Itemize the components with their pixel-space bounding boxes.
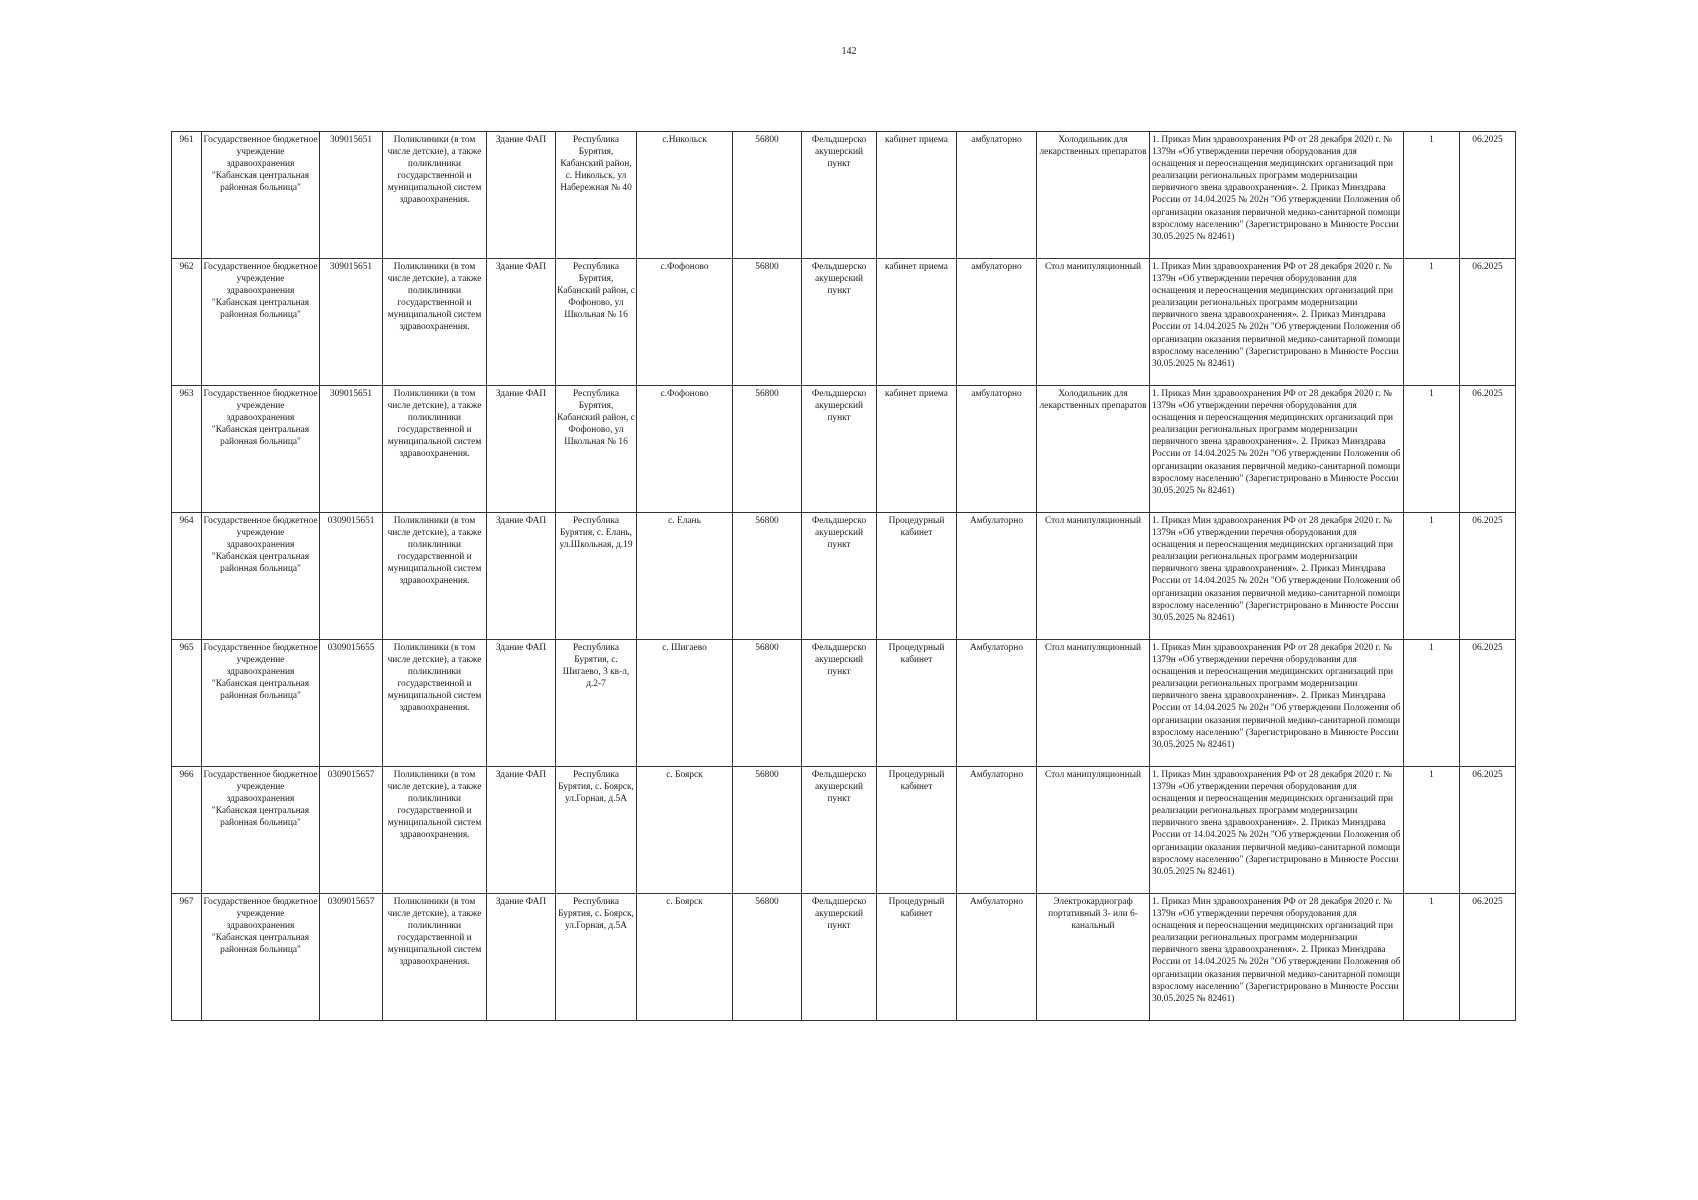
cell-organization: Государственное бюджетное учреждение здравоохранения "Кабанская центральная районная больница": [202, 894, 320, 1021]
cell-inn: 309015651: [320, 132, 383, 259]
cell-facility-type: Поликлиники (в том числе детские), а также поликлиники государственной и муниципальной систем здравоохранения.: [383, 386, 487, 513]
cell-address: Республика Бурятия, с. Боярск, ул.Горная, д.5А: [556, 767, 637, 894]
cell-building: Здание ФАП: [487, 132, 556, 259]
cell-settlement: с. Елань: [637, 513, 733, 640]
cell-number: 967: [172, 894, 202, 1021]
cell-settlement: с.Никольск: [637, 132, 733, 259]
cell-equipment: Холодильник для лекарственных препаратов: [1037, 386, 1150, 513]
cell-number: 961: [172, 132, 202, 259]
cell-basis: 1. Приказ Мин здравоохранения РФ от 28 декабря 2020 г. № 1379н «Об утверждении перечня оборудования для оснащения и переоснащения медицинских организаций при реализации региональных программ модернизации первичного звена здравоохранения». 2. Приказ Минздрава России от 14.04.2025 № 202н "Об утверждении Положения об организации оказания первичной медико-санитарной помощи взрослому населению" (Зарегистрировано в Минюсте России 30.05.2025 № 82461): [1150, 767, 1404, 894]
cell-building: Здание ФАП: [487, 640, 556, 767]
cell-building: Здание ФАП: [487, 513, 556, 640]
cell-building: Здание ФАП: [487, 894, 556, 1021]
cell-settlement: с.Фофоново: [637, 259, 733, 386]
cell-inn: 0309015651: [320, 513, 383, 640]
cell-inn: 309015651: [320, 259, 383, 386]
cell-unit: Фельдшерско акушерский пункт: [802, 386, 877, 513]
cell-room: Процедурный кабинет: [877, 767, 957, 894]
cell-quantity: 1: [1404, 132, 1460, 259]
cell-number: 965: [172, 640, 202, 767]
cell-care-form: Амбулаторно: [957, 640, 1037, 767]
cell-number: 962: [172, 259, 202, 386]
cell-number: 964: [172, 513, 202, 640]
cell-settlement: с. Боярск: [637, 894, 733, 1021]
cell-date: 06.2025: [1460, 894, 1516, 1021]
cell-inn: 0309015657: [320, 894, 383, 1021]
table-row: [172, 640, 1516, 767]
cell-address: Республика Бурятия, Кабанский район, с. Никольск, ул Набережная № 40: [556, 132, 637, 259]
cell-organization: Государственное бюджетное учреждение здравоохранения "Кабанская центральная районная больница": [202, 132, 320, 259]
cell-quantity: 1: [1404, 640, 1460, 767]
cell-organization: Государственное бюджетное учреждение здравоохранения "Кабанская центральная районная больница": [202, 640, 320, 767]
cell-facility-type: Поликлиники (в том числе детские), а также поликлиники государственной и муниципальной систем здравоохранения.: [383, 767, 487, 894]
cell-address: Республика Бурятия, Кабанский район, с Фофоново, ул Школьная № 16: [556, 386, 637, 513]
cell-organization: Государственное бюджетное учреждение здравоохранения "Кабанская центральная районная больница": [202, 386, 320, 513]
cell-room: Процедурный кабинет: [877, 640, 957, 767]
cell-basis: 1. Приказ Мин здравоохранения РФ от 28 декабря 2020 г. № 1379н «Об утверждении перечня оборудования для оснащения и переоснащения медицинских организаций при реализации региональных программ модернизации первичного звена здравоохранения». 2. Приказ Минздрава России от 14.04.2025 № 202н "Об утверждении Положения об организации оказания первичной медико-санитарной помощи взрослому населению" (Зарегистрировано в Минюсте России 30.05.2025 № 82461): [1150, 386, 1404, 513]
cell-care-form: Амбулаторно: [957, 513, 1037, 640]
cell-room: Процедурный кабинет: [877, 513, 957, 640]
table-row: [172, 259, 1516, 386]
cell-settlement: с. Боярск: [637, 767, 733, 894]
cell-basis: 1. Приказ Мин здравоохранения РФ от 28 декабря 2020 г. № 1379н «Об утверждении перечня оборудования для оснащения и переоснащения медицинских организаций при реализации региональных программ модернизации первичного звена здравоохранения». 2. Приказ Минздрава России от 14.04.2025 № 202н "Об утверждении Положения об организации оказания первичной медико-санитарной помощи взрослому населению" (Зарегистрировано в Минюсте России 30.05.2025 № 82461): [1150, 513, 1404, 640]
cell-date: 06.2025: [1460, 640, 1516, 767]
cell-facility-type: Поликлиники (в том числе детские), а также поликлиники государственной и муниципальной систем здравоохранения.: [383, 132, 487, 259]
cell-code: 56800: [733, 513, 802, 640]
cell-quantity: 1: [1404, 767, 1460, 894]
cell-quantity: 1: [1404, 513, 1460, 640]
cell-building: Здание ФАП: [487, 259, 556, 386]
cell-building: Здание ФАП: [487, 767, 556, 894]
cell-unit: Фельдшерско акушерский пункт: [802, 894, 877, 1021]
cell-equipment: Электрокардиограф портативный 3- или 6- канальный: [1037, 894, 1150, 1021]
cell-facility-type: Поликлиники (в том числе детские), а также поликлиники государственной и муниципальной систем здравоохранения.: [383, 513, 487, 640]
cell-room: Процедурный кабинет: [877, 894, 957, 1021]
cell-settlement: с.Фофоново: [637, 386, 733, 513]
cell-code: 56800: [733, 767, 802, 894]
table-row: [172, 767, 1516, 894]
cell-address: Республика Бурятия, с. Елань, ул.Школьная, д.19: [556, 513, 637, 640]
cell-inn: 0309015657: [320, 767, 383, 894]
cell-code: 56800: [733, 640, 802, 767]
cell-room: кабинет приема: [877, 132, 957, 259]
cell-code: 56800: [733, 132, 802, 259]
table-row: [172, 513, 1516, 640]
cell-care-form: амбулаторно: [957, 132, 1037, 259]
cell-quantity: 1: [1404, 894, 1460, 1021]
cell-inn: 0309015655: [320, 640, 383, 767]
cell-organization: Государственное бюджетное учреждение здравоохранения "Кабанская центральная районная больница": [202, 259, 320, 386]
cell-unit: Фельдшерско акушерский пункт: [802, 767, 877, 894]
cell-room: кабинет приема: [877, 386, 957, 513]
table-row: [172, 894, 1516, 1021]
cell-quantity: 1: [1404, 386, 1460, 513]
cell-equipment: Стол манипуляционный: [1037, 259, 1150, 386]
cell-settlement: с. Шигаево: [637, 640, 733, 767]
cell-facility-type: Поликлиники (в том числе детские), а также поликлиники государственной и муниципальной систем здравоохранения.: [383, 640, 487, 767]
cell-organization: Государственное бюджетное учреждение здравоохранения "Кабанская центральная районная больница": [202, 513, 320, 640]
cell-date: 06.2025: [1460, 386, 1516, 513]
cell-unit: Фельдшерско акушерский пункт: [802, 513, 877, 640]
cell-number: 966: [172, 767, 202, 894]
cell-basis: 1. Приказ Мин здравоохранения РФ от 28 декабря 2020 г. № 1379н «Об утверждении перечня оборудования для оснащения и переоснащения медицинских организаций при реализации региональных программ модернизации первичного звена здравоохранения». 2. Приказ Минздрава России от 14.04.2025 № 202н "Об утверждении Положения об организации оказания первичной медико-санитарной помощи взрослому населению" (Зарегистрировано в Минюсте России 30.05.2025 № 82461): [1150, 640, 1404, 767]
cell-code: 56800: [733, 386, 802, 513]
cell-equipment: Холодильник для лекарственных препаратов: [1037, 132, 1150, 259]
cell-room: кабинет приема: [877, 259, 957, 386]
cell-date: 06.2025: [1460, 132, 1516, 259]
cell-organization: Государственное бюджетное учреждение здравоохранения "Кабанская центральная районная больница": [202, 767, 320, 894]
cell-equipment: Стол манипуляционный: [1037, 640, 1150, 767]
table-row: [172, 386, 1516, 513]
cell-address: Республика Бурятия, с. Боярск, ул.Горная, д.5А: [556, 894, 637, 1021]
cell-address: Республика Бурятия, с. Шигаево, 3 кв-л, д.2-7: [556, 640, 637, 767]
cell-unit: Фельдшерско акушерский пункт: [802, 640, 877, 767]
cell-care-form: Амбулаторно: [957, 767, 1037, 894]
equipment-registry-table: [171, 131, 1516, 1021]
cell-basis: 1. Приказ Мин здравоохранения РФ от 28 декабря 2020 г. № 1379н «Об утверждении перечня оборудования для оснащения и переоснащения медицинских организаций при реализации региональных программ модернизации первичного звена здравоохранения». 2. Приказ Минздрава России от 14.04.2025 № 202н "Об утверждении Положения об организации оказания первичной медико-санитарной помощи взрослому населению" (Зарегистрировано в Минюсте России 30.05.2025 № 82461): [1150, 259, 1404, 386]
cell-unit: Фельдшерско акушерский пункт: [802, 259, 877, 386]
cell-quantity: 1: [1404, 259, 1460, 386]
cell-facility-type: Поликлиники (в том числе детские), а также поликлиники государственной и муниципальной систем здравоохранения.: [383, 894, 487, 1021]
cell-equipment: Стол манипуляционный: [1037, 513, 1150, 640]
cell-care-form: Амбулаторно: [957, 894, 1037, 1021]
cell-date: 06.2025: [1460, 767, 1516, 894]
cell-code: 56800: [733, 894, 802, 1021]
cell-date: 06.2025: [1460, 513, 1516, 640]
cell-inn: 309015651: [320, 386, 383, 513]
table-row: [172, 132, 1516, 259]
cell-facility-type: Поликлиники (в том числе детские), а также поликлиники государственной и муниципальной систем здравоохранения.: [383, 259, 487, 386]
cell-number: 963: [172, 386, 202, 513]
cell-date: 06.2025: [1460, 259, 1516, 386]
page-number: 142: [841, 46, 857, 57]
cell-care-form: амбулаторно: [957, 386, 1037, 513]
cell-building: Здание ФАП: [487, 386, 556, 513]
cell-code: 56800: [733, 259, 802, 386]
cell-care-form: амбулаторно: [957, 259, 1037, 386]
cell-basis: 1. Приказ Мин здравоохранения РФ от 28 декабря 2020 г. № 1379н «Об утверждении перечня оборудования для оснащения и переоснащения медицинских организаций при реализации региональных программ модернизации первичного звена здравоохранения». 2. Приказ Минздрава России от 14.04.2025 № 202н "Об утверждении Положения об организации оказания первичной медико-санитарной помощи взрослому населению" (Зарегистрировано в Минюсте России 30.05.2025 № 82461): [1150, 132, 1404, 259]
cell-address: Республика Бурятия, Кабанский район, с Фофоново, ул Школьная № 16: [556, 259, 637, 386]
cell-unit: Фельдшерско акушерский пункт: [802, 132, 877, 259]
cell-basis: 1. Приказ Мин здравоохранения РФ от 28 декабря 2020 г. № 1379н «Об утверждении перечня оборудования для оснащения и переоснащения медицинских организаций при реализации региональных программ модернизации первичного звена здравоохранения». 2. Приказ Минздрава России от 14.04.2025 № 202н "Об утверждении Положения об организации оказания первичной медико-санитарной помощи взрослому населению" (Зарегистрировано в Минюсте России 30.05.2025 № 82461): [1150, 894, 1404, 1021]
cell-equipment: Стол манипуляционный: [1037, 767, 1150, 894]
